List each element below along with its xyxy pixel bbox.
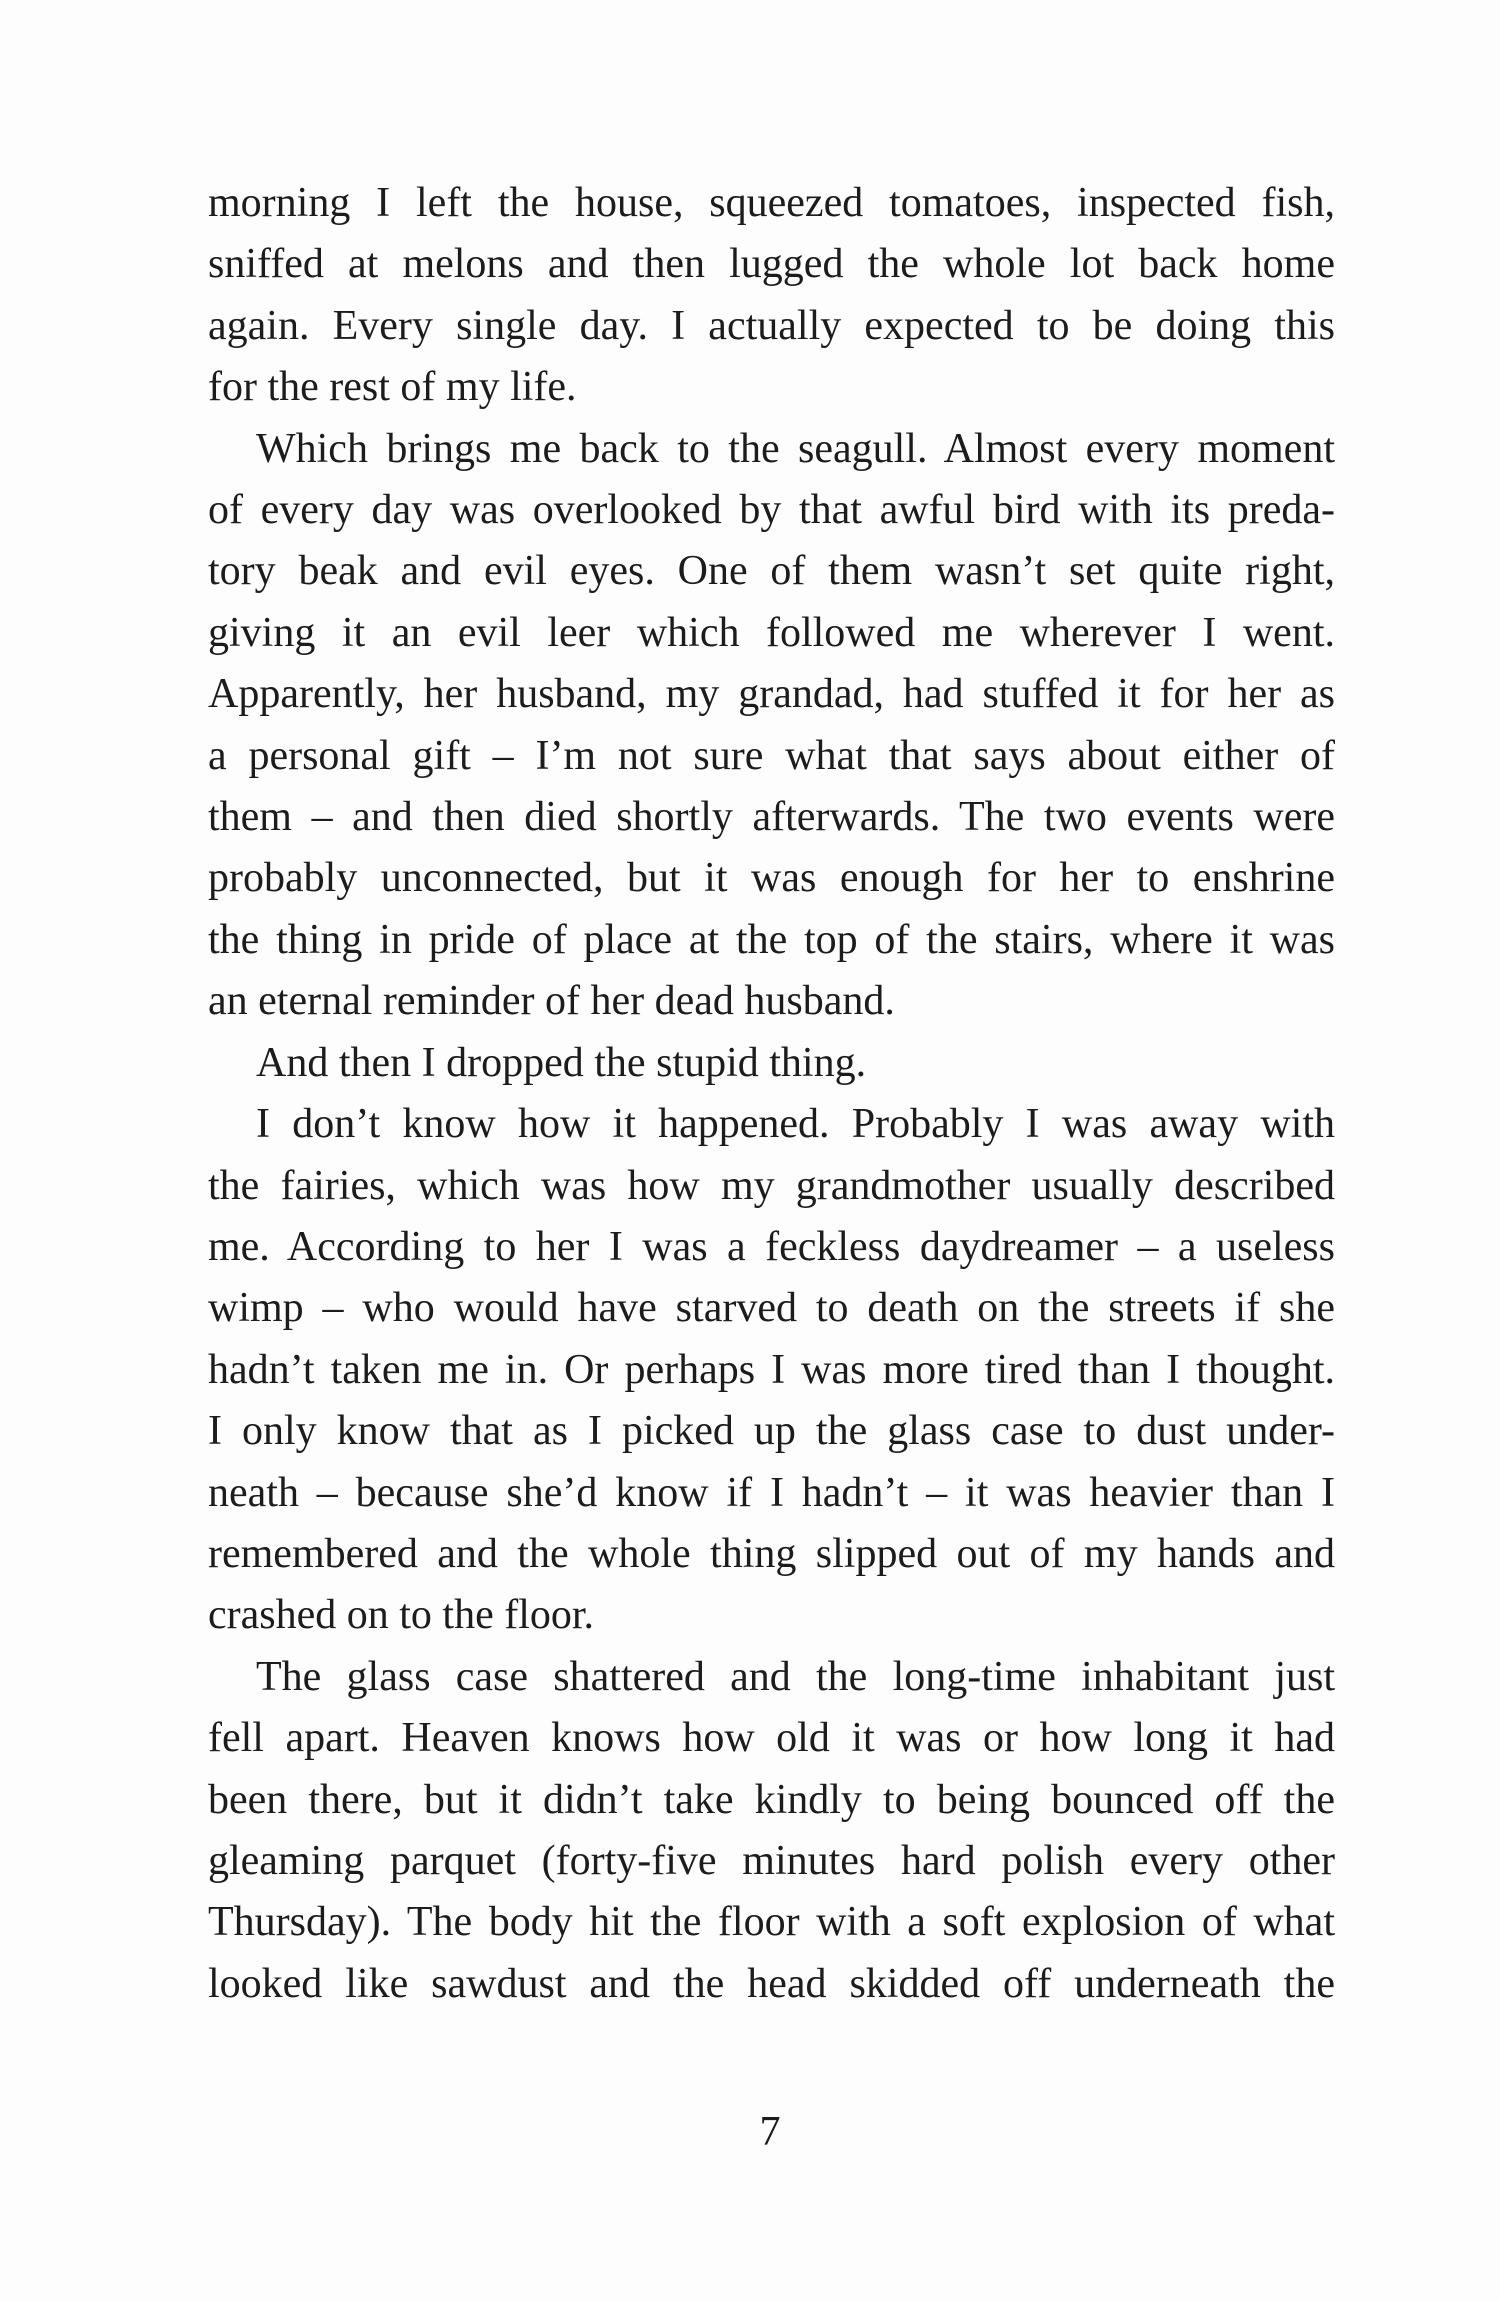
text-line: been there, but it didn’t take kindly to being bounced off the: [208, 1776, 1335, 1823]
paragraph-1: [208, 173, 1335, 419]
text-line: tory beak and evil eyes. One of them wasn’t set quite right,: [208, 548, 1335, 595]
page-number-text: 7: [759, 2109, 781, 2155]
text-line: probably unconnected, but it was enough for her to enshrine: [208, 855, 1335, 902]
paragraph-5: [208, 1647, 1335, 2015]
text-line: sniffed at melons and then lugged the whole lot back home: [208, 241, 1335, 288]
text-line: them – and then died shortly afterwards. The two events were: [208, 794, 1335, 841]
text-line: me. According to her I was a feckless daydreamer – a useless: [208, 1223, 1335, 1270]
text-line: Apparently, her husband, my grandad, had stuffed it for her as: [208, 671, 1335, 718]
text-line: remembered and the whole thing slipped out of my hands and: [208, 1530, 1335, 1577]
text-line: I don’t know how it happened. Probably I was away with: [256, 1101, 1335, 1148]
paragraph-2: [208, 419, 1335, 1033]
text-line: Thursday). The body hit the floor with a soft explosion of what: [208, 1899, 1335, 1946]
paragraph-3: [208, 1033, 1335, 1094]
text-line: hadn’t taken me in. Or perhaps I was more tired than I thought.: [208, 1346, 1335, 1393]
text-line: Which brings me back to the seagull. Almost every moment: [256, 425, 1335, 472]
text-line: looked like sawdust and the head skidded off underneath the: [208, 1960, 1335, 2007]
text-line: giving it an evil leer which followed me wherever I went.: [208, 609, 1335, 656]
text-line: a personal gift – I’m not sure what that says about either of: [208, 732, 1335, 779]
text-line: The glass case shattered and the long-time inhabitant just: [256, 1653, 1335, 1700]
text-line: fell apart. Heaven knows how old it was or how long it had: [208, 1715, 1335, 1762]
text-line: morning I left the house, squeezed tomatoes, inspected fish,: [208, 180, 1335, 226]
text-line: again. Every single day. I actually expected to be doing this: [208, 302, 1335, 349]
text-line: gleaming parquet (forty-five minutes hard polish every other: [208, 1837, 1335, 1884]
text-line: the thing in pride of place at the top of the stairs, where it was: [208, 916, 1335, 963]
text-line: wimp – who would have starved to death on the streets if she: [208, 1285, 1335, 1332]
text-line: of every day was overlooked by that awful bird with its preda-: [208, 487, 1335, 534]
text-line: crashed on to the floor.: [208, 1592, 595, 1639]
page-number: [0, 2108, 1500, 2156]
paragraph-4: [208, 1094, 1335, 1647]
text-line: an eternal reminder of her dead husband.: [208, 978, 895, 1025]
body-text: [208, 173, 1335, 2015]
text-line: And then I dropped the stupid thing.: [256, 1039, 867, 1086]
text-line: the fairies, which was how my grandmother usually described: [208, 1162, 1335, 1209]
text-line: neath – because she’d know if I hadn’t – it was heavier than I: [208, 1469, 1335, 1516]
text-line: for the rest of my life.: [208, 364, 577, 411]
text-line: I only know that as I picked up the glass case to dust under-: [208, 1408, 1335, 1455]
